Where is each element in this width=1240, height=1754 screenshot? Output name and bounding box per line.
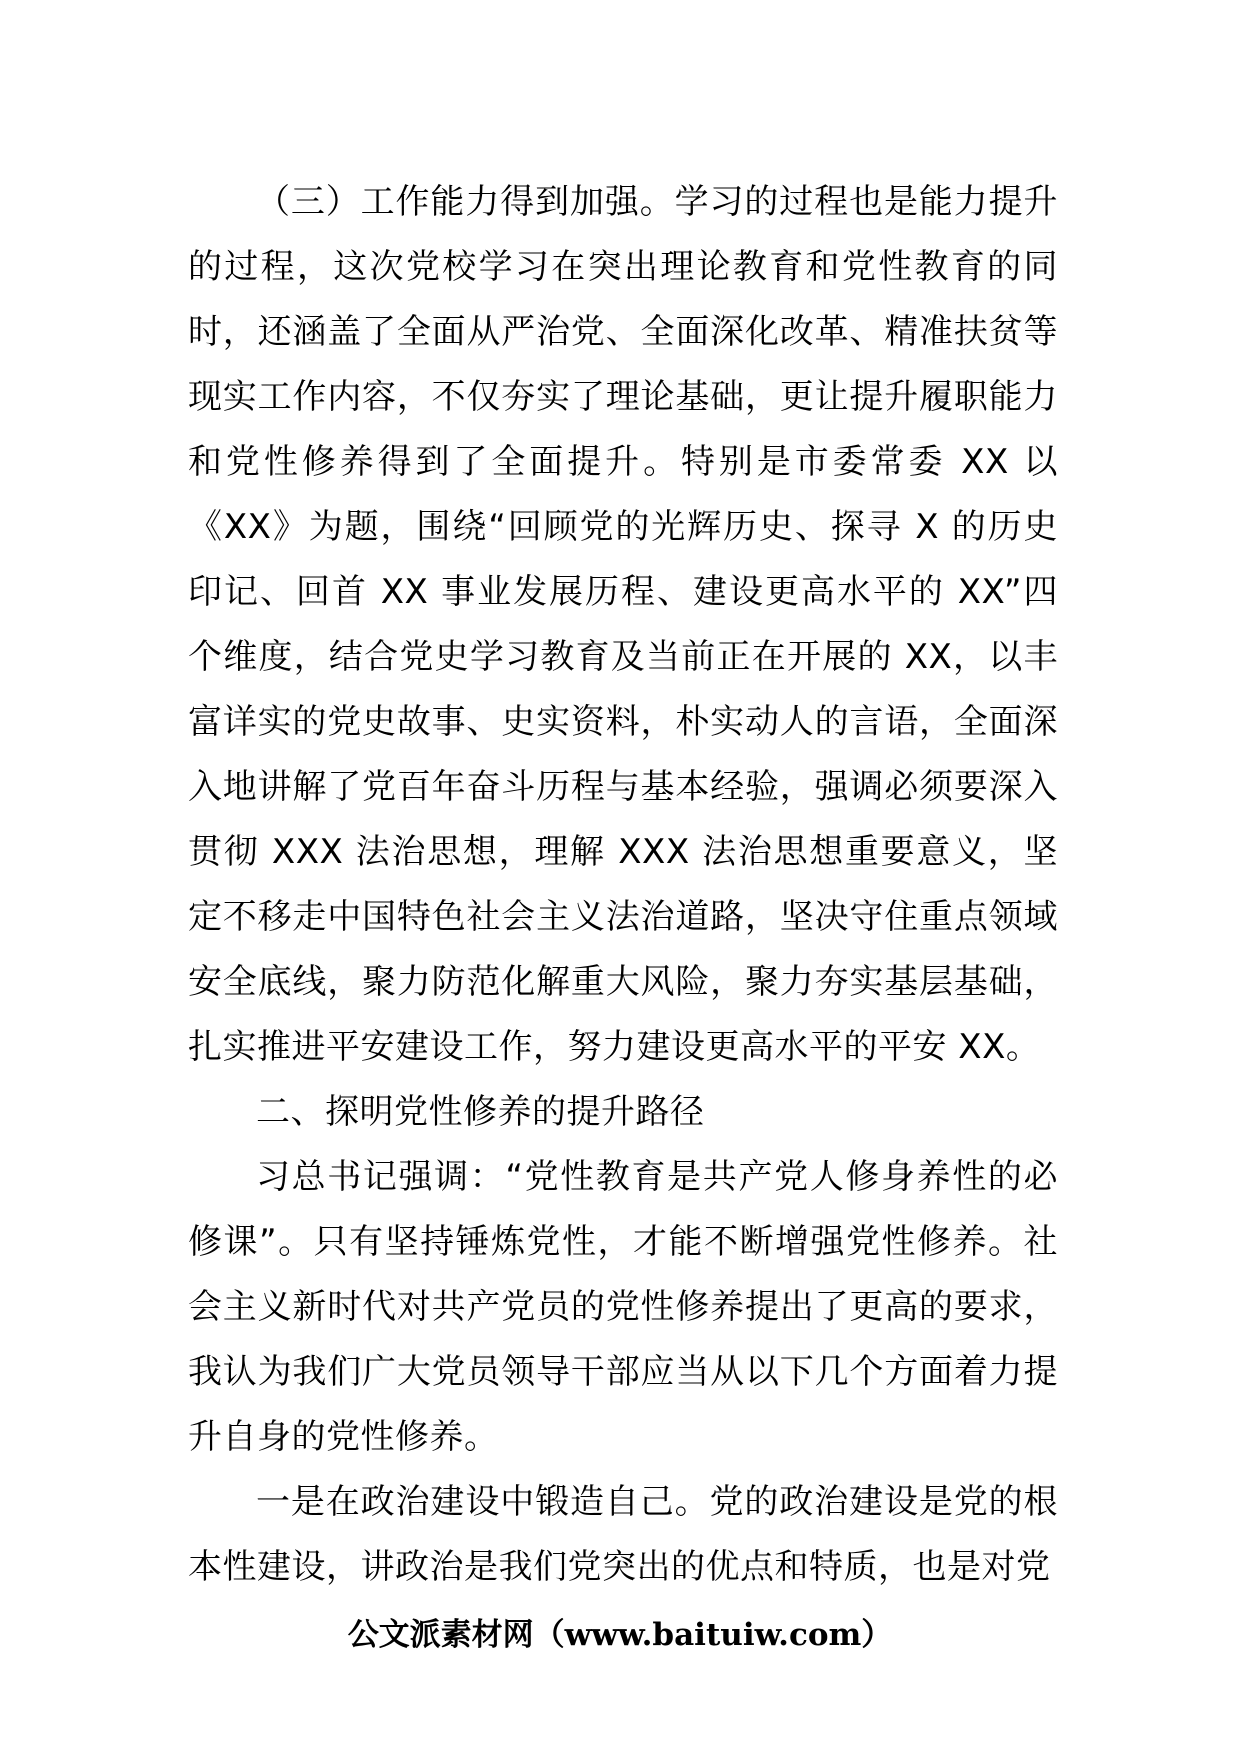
footer-watermark: 公文派素材网（www.baituiw.com）: [347, 1617, 893, 1653]
document-body: [188, 170, 1058, 1600]
paragraph-political-building: 一是在政治建设中锻造自己。党的政治建设是党的根本性建设，讲政治是我们党突出的优点和特质，也是对党: [188, 1482, 1058, 1587]
section-heading-party-spirit: 二、探明党性修养的提升路径: [256, 1092, 705, 1132]
paragraph-work-ability: （三）工作能力得到加强。学习的过程也是能力提升的过程，这次党校学习在突出理论教育和党性教育的同时，还涵盖了全面从严治党、全面深化改革、精准扶贫等现实工作内容，不仅夯实了理论基础，更让提升履职能力和党性修养得到了全面提升。特别是市委常委 XX 以《XX》为题，围绕“回顾党的光辉历史、探寻 X 的历史印记、回首 XX 事业发展历程、建设更高水平的 XX”四个维度，结合党史学习教育及当前正在开展的 XX，以丰富详实的党史故事、史实资料，朴实动人的言语，全面深入地讲解了党百年奋斗历程与基本经验，强调必须要深入贯彻 XXX 法治思想，理解 XXX 法治思想重要意义，坚定不移走中国特色社会主义法治道路，坚决守住重点领域安全底线，聚力防范化解重大风险，聚力夯实基层基础，扎实推进平安建设工作，努力建设更高水平的平安 XX。: [188, 182, 1058, 1067]
paragraph-xi-quote: 习总书记强调：“党性教育是共产党人修身养性的必修课”。只有坚持锤炼党性，才能不断增强党性修养。社会主义新时代对共产党员的党性修养提出了更高的要求，我认为我们广大党员领导干部应当从以下几个方面着力提升自身的党性修养。: [188, 1157, 1058, 1457]
